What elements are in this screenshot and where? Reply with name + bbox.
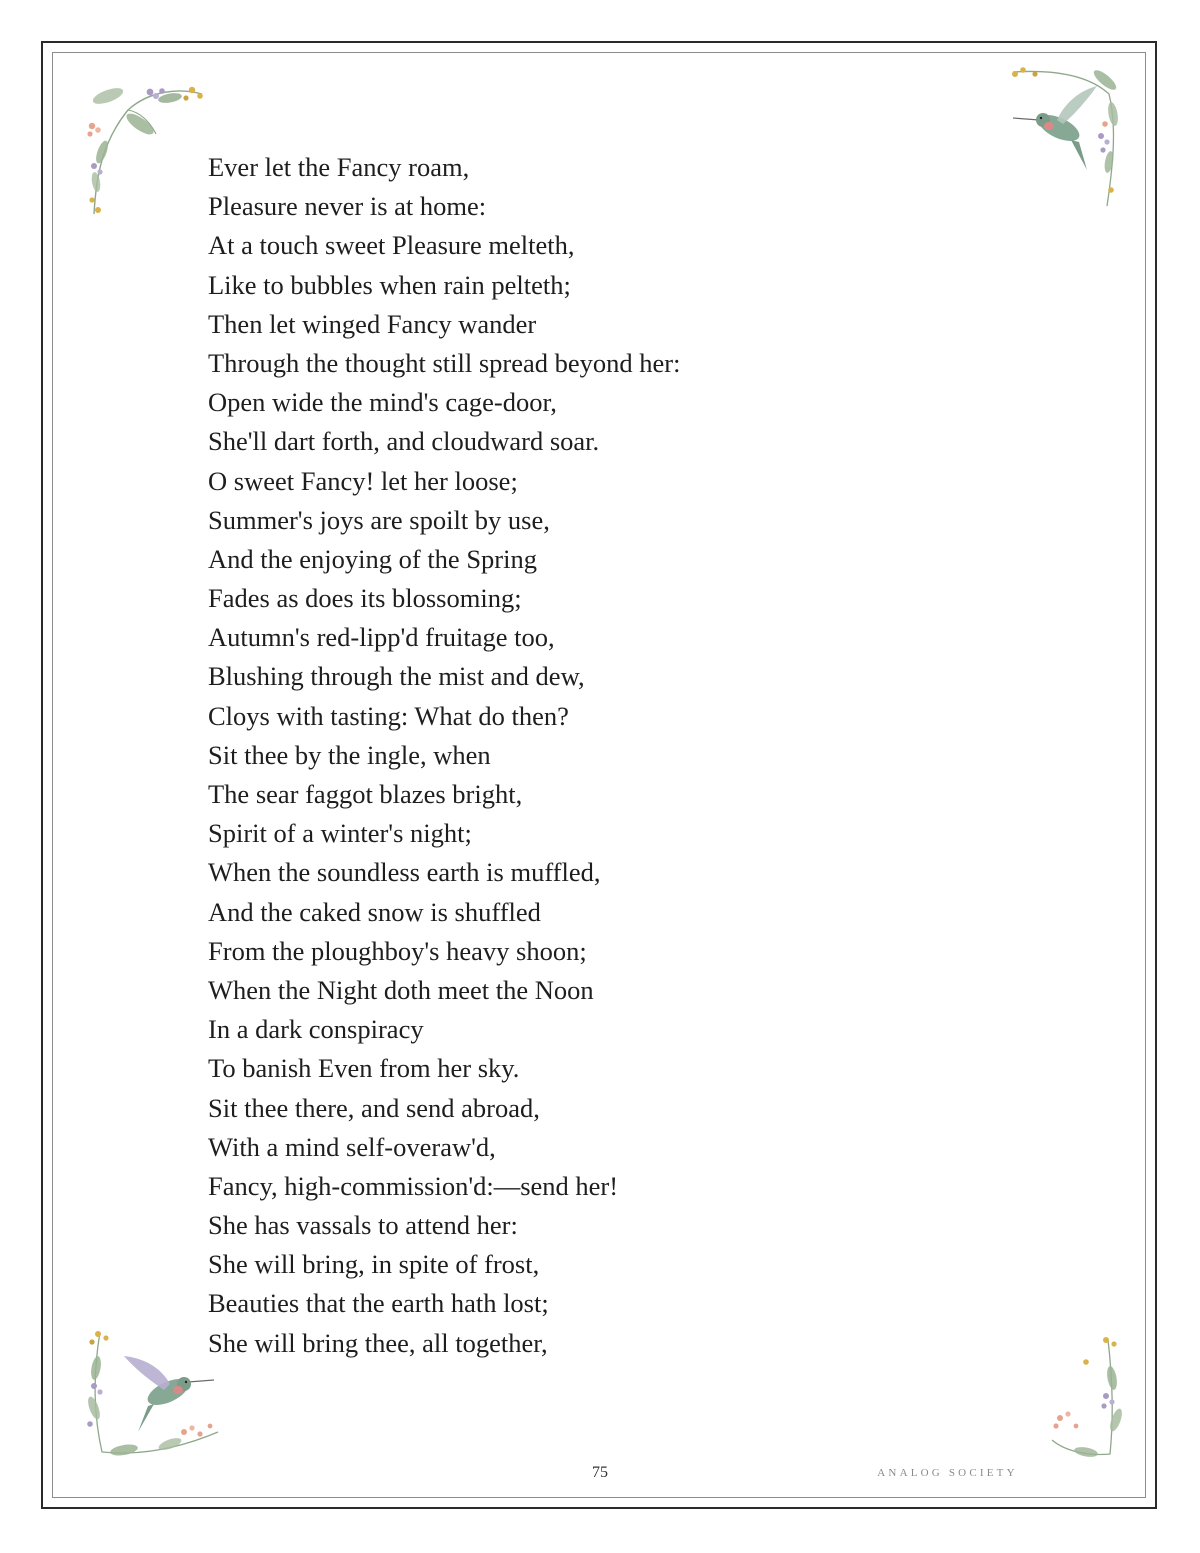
publisher-mark: ANALOG SOCIETY xyxy=(877,1467,1018,1479)
hummingbird-corner-bottom-left-icon xyxy=(80,1328,225,1460)
poem-line: She will bring, in spite of frost, xyxy=(208,1249,540,1280)
poem-line: And the enjoying of the Spring xyxy=(208,543,537,574)
hummingbird-corner-top-right-icon xyxy=(1005,66,1125,216)
poem-line: Ever let the Fancy roam, xyxy=(208,152,470,182)
page-number: 75 xyxy=(592,1464,608,1481)
poem-line: She has vassals to attend her: xyxy=(208,1210,518,1241)
poem-line: Fades as does its blossoming; xyxy=(208,583,522,614)
poem-line: The sear faggot blazes bright, xyxy=(208,779,523,809)
poem-line: She will bring thee, all together, xyxy=(208,1327,548,1358)
poem-line: And the caked snow is shuffled xyxy=(208,896,541,927)
poem-line: From the ploughboy's heavy shoon; xyxy=(208,935,587,966)
poem-line: Sit thee by the ingle, when xyxy=(208,739,491,770)
poem-line: Cloys with tasting: What do then? xyxy=(208,700,569,731)
poem-line: When the Night doth meet the Noon xyxy=(208,974,594,1005)
poem-line: When the soundless earth is muffled, xyxy=(208,857,601,888)
poem-text xyxy=(208,148,908,1363)
poem-line: Fancy, high-commission'd:—send her! xyxy=(208,1170,619,1201)
poem-line: She'll dart forth, and cloudward soar. xyxy=(208,426,600,457)
poem-line: Through the thought still spread beyond her: xyxy=(208,347,681,378)
poem-line: Summer's joys are spoilt by use, xyxy=(208,504,550,535)
poem-line: At a touch sweet Pleasure melteth, xyxy=(208,230,575,261)
poem-line: With a mind self-overaw'd, xyxy=(208,1131,496,1162)
poem-line: Beauties that the earth hath lost; xyxy=(208,1288,549,1319)
poem-line: Autumn's red-lipp'd fruitage too, xyxy=(208,622,555,653)
poem-line: Open wide the mind's cage-door, xyxy=(208,387,557,418)
poem-line: Pleasure never is at home: xyxy=(208,191,487,222)
poem-line: O sweet Fancy! let her loose; xyxy=(208,465,518,496)
poem-line: In a dark conspiracy xyxy=(208,1014,424,1045)
poem-line: Blushing through the mist and dew, xyxy=(208,661,585,692)
poem-line: Like to bubbles when rain pelteth; xyxy=(208,269,571,300)
poem-line: Spirit of a winter's night; xyxy=(208,818,472,849)
floral-corner-top-left-icon xyxy=(80,82,210,222)
poem-line: Then let winged Fancy wander xyxy=(208,308,537,339)
poem-line: To banish Even from her sky. xyxy=(208,1053,520,1084)
floral-corner-bottom-right-icon xyxy=(1046,1334,1126,1460)
poem-line: Sit thee there, and send abroad, xyxy=(208,1092,540,1123)
